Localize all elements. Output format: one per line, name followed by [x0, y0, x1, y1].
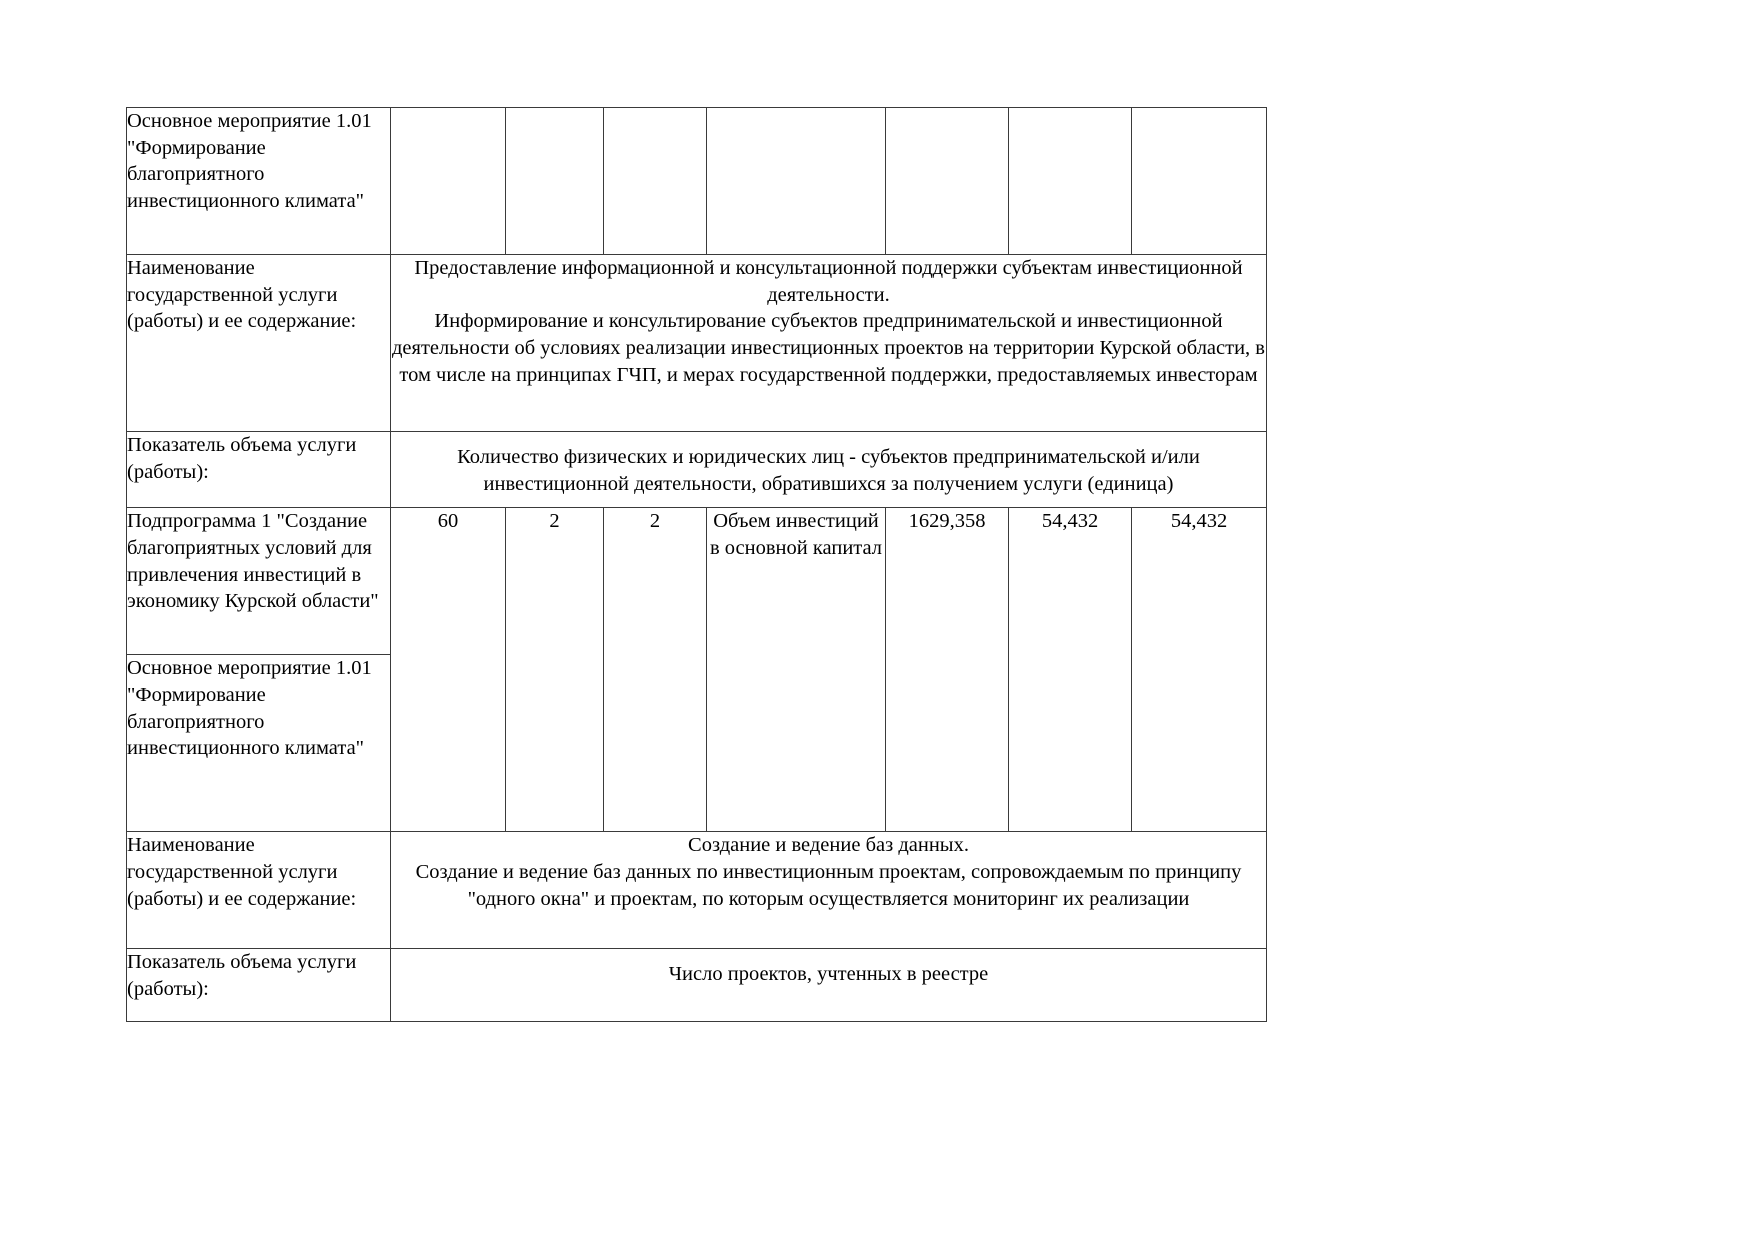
row-label-service-name-1: Наименование государственной услуги (работы) и ее содержание:: [127, 255, 391, 432]
volume-indicator-cell-2: [391, 949, 1267, 1022]
data-cell-amount-year-1: 54,432: [1009, 508, 1132, 832]
empty-cell-r1-c3: [604, 108, 707, 255]
volume-indicator-cell-1: [391, 432, 1267, 508]
empty-cell-r1-c2: [506, 108, 604, 255]
service-description-2-paragraph-2: Создание и ведение баз данных по инвестиционным проектам, сопровождаемым по принципу "одного окна" и проектам, по которым осуществляется мониторинг их реализации: [415, 860, 1242, 910]
row-label-main-event-bottom: Основное мероприятие 1.01 "Формирование благоприятного инвестиционного климата": [127, 655, 391, 832]
volume-indicator-text-2: Число проектов, учтенных в реестре: [668, 963, 989, 986]
data-cell-value-3: 2: [604, 508, 707, 832]
volume-indicator-text-1: Количество физических и юридических лиц - субъектов предпринимательской и/или инвестиционной деятельности, обратившихся за получением услуги (единица): [457, 446, 1200, 495]
service-description-paragraph-2: Информирование и консультирование субъектов предпринимательской и инвестиционной деятельности об условиях реализации инвестиционных проектов на территории Курской области, в том числе на принципах ГЧП, и мерах государственной поддержки, предоставляемых инвесторам: [392, 310, 1265, 386]
table-row: [127, 432, 1267, 508]
data-cell-amount-total: 1629,358: [886, 508, 1009, 832]
row-label-volume-indicator-2: Показатель объема услуги (работы):: [127, 949, 391, 1022]
row-label-service-name-2: Наименование государственной услуги (работы) и ее содержание:: [127, 832, 391, 949]
data-cell-indicator-name: Объем инвестиций в основной капитал: [707, 508, 886, 832]
empty-cell-r1-c1: [391, 108, 506, 255]
empty-cell-r1-c5: [886, 108, 1009, 255]
data-cell-amount-year-2: 54,432: [1132, 508, 1267, 832]
row-label-subprogram-1: Подпрограмма 1 "Создание благоприятных условий для привлечения инвестиций в экономику Курской области": [127, 508, 391, 655]
program-activities-table: [126, 107, 1267, 1022]
table-row: [127, 508, 1267, 655]
empty-cell-r1-c7: [1132, 108, 1267, 255]
table-row: [127, 108, 1267, 255]
service-description-paragraph-1: Предоставление информационной и консультационной поддержки субъектам инвестиционной деятельности.: [414, 257, 1243, 306]
data-cell-count: 60: [391, 508, 506, 832]
service-description-cell-1: [391, 255, 1267, 432]
empty-cell-r1-c4: [707, 108, 886, 255]
empty-cell-r1-c6: [1009, 108, 1132, 255]
service-description-2-paragraph-1: Создание и ведение баз данных.: [688, 834, 969, 857]
table-row: [127, 949, 1267, 1022]
table-row: [127, 255, 1267, 432]
row-label-volume-indicator-1: Показатель объема услуги (работы):: [127, 432, 391, 508]
table-row: [127, 832, 1267, 949]
data-cell-value-2: 2: [506, 508, 604, 832]
row-label-main-event-top: Основное мероприятие 1.01 "Формирование благоприятного инвестиционного климата": [127, 108, 391, 255]
service-description-cell-2: [391, 832, 1267, 949]
